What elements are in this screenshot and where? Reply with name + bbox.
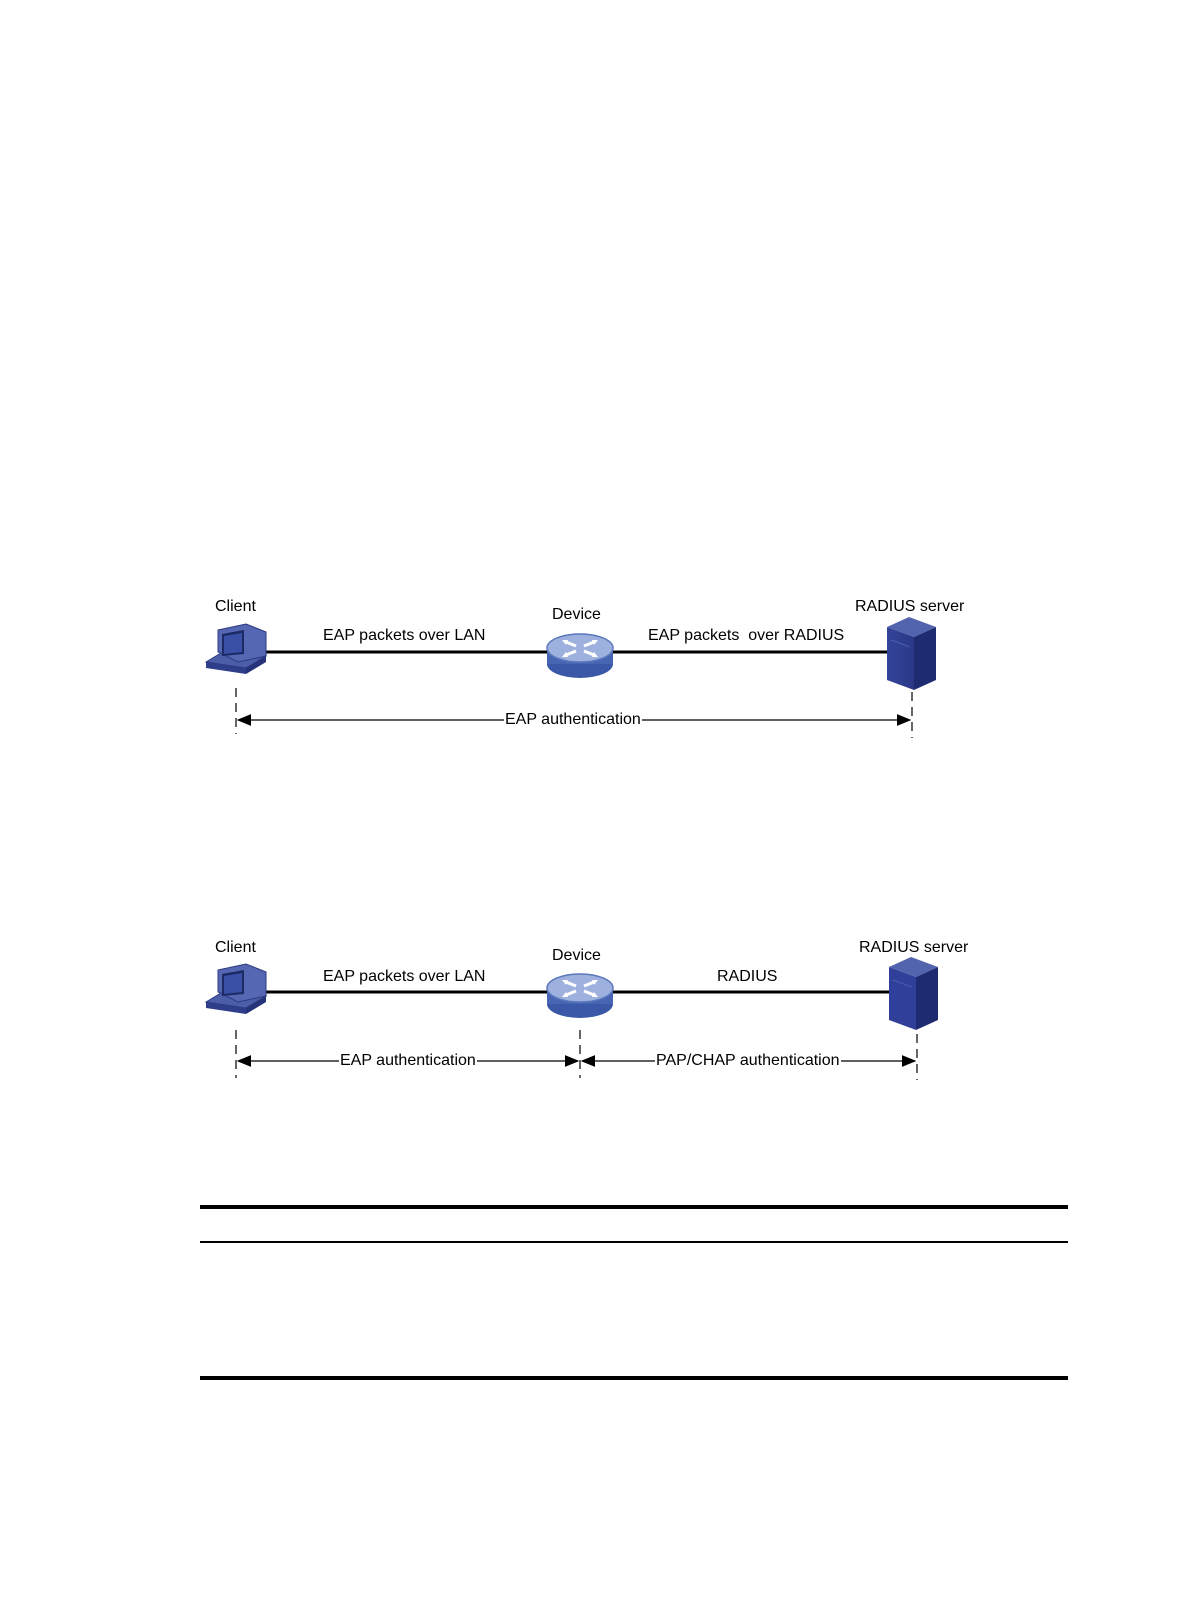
left-span-label: EAP authentication [340,1052,476,1069]
device-switch-icon [547,634,613,678]
device-label: Device [552,947,601,964]
table-bottom-rule [200,1376,1068,1380]
left-link-label: EAP packets over LAN [323,627,486,644]
client-label: Client [215,598,256,615]
device-label: Device [552,606,601,623]
table-header-rule [200,1241,1068,1243]
radius-server-label: RADIUS server [859,939,969,956]
left-link-label: EAP packets over LAN [323,968,486,985]
span-label: EAP authentication [505,711,641,728]
table-top-rule [200,1205,1068,1209]
radius-server-label: RADIUS server [855,598,965,615]
client-label: Client [215,939,256,956]
right-span-label: PAP/CHAP authentication [656,1052,840,1069]
client-pc-icon [206,624,266,674]
right-link-label: RADIUS [717,968,778,985]
radius-server-icon [887,617,936,690]
right-link-label: EAP packets over RADIUS [648,627,845,644]
device-switch-icon [547,974,613,1018]
client-pc-icon [206,964,266,1014]
radius-server-icon [889,957,938,1030]
